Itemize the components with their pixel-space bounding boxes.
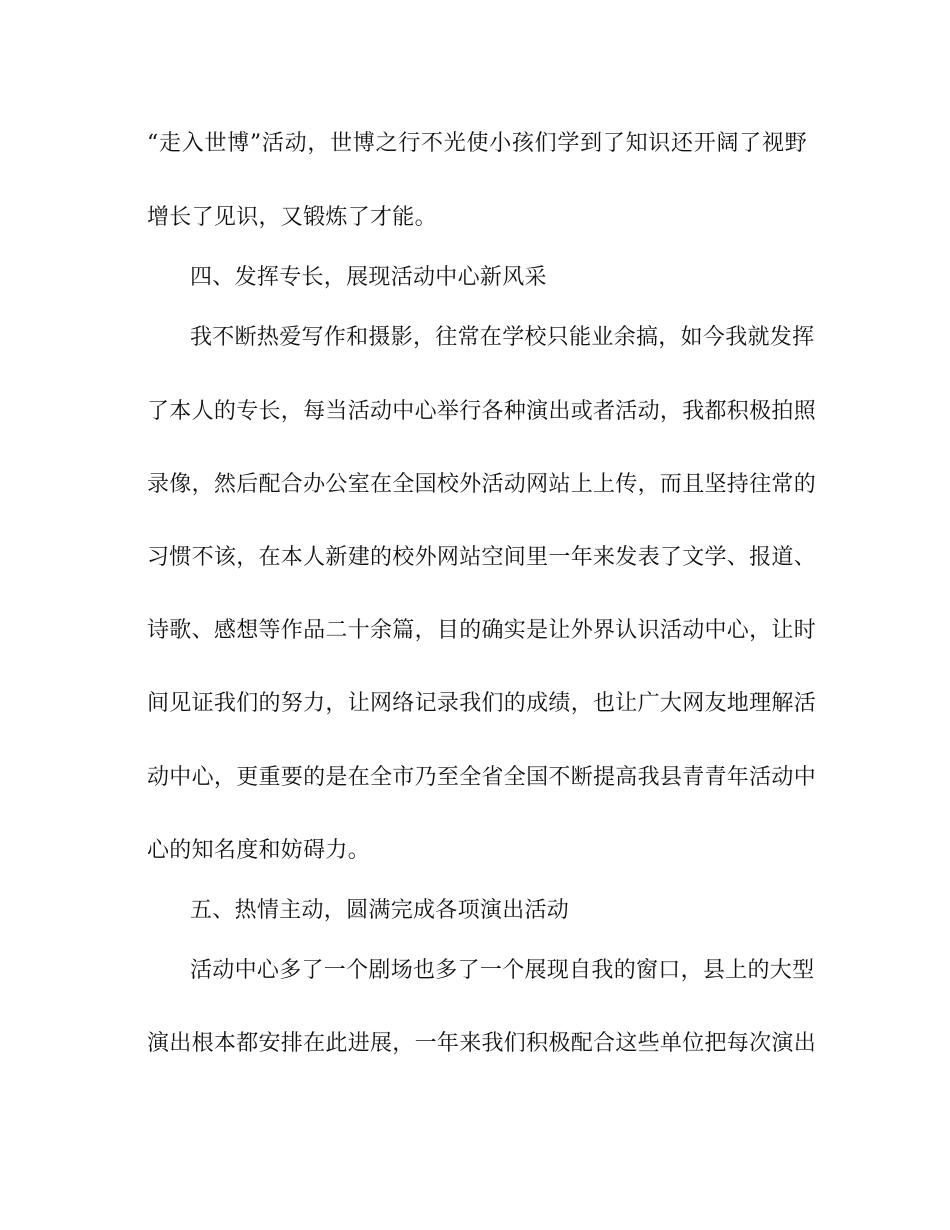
paragraph-line: 习惯不该，在本人新建的校外网站空间里一年来发表了文学、报道、 (147, 545, 817, 570)
paragraph-line: 了本人的专长，每当活动中心举行各种演出或者活动，我都积极拍照 (147, 399, 817, 424)
section-heading: 四、发挥专长，展现活动中心新风采 (190, 265, 547, 290)
paragraph-line: 录像，然后配合办公室在全国校外活动网站上上传，而且坚持往常的 (147, 472, 817, 497)
paragraph-line: “走入世博”活动，世博之行不光使小孩们学到了知识还开阔了视野 (147, 131, 807, 156)
paragraph-line: 我不断热爱写作和摄影，往常在学校只能业余搞，如今我就发挥 (190, 325, 815, 350)
paragraph-line: 诗歌、感想等作品二十余篇，目的确实是让外界认识活动中心，让时 (147, 618, 817, 643)
section-heading: 五、热情主动，圆满完成各项演出活动 (190, 898, 570, 923)
paragraph-line: 动中心，更重要的是在全市乃至全省全国不断提高我县青青年活动中 (147, 765, 817, 790)
paragraph-line: 增长了见识，又锻炼了才能。 (147, 205, 437, 230)
paragraph-line: 心的知名度和妨碍力。 (147, 838, 371, 863)
paragraph-line: 间见证我们的努力，让网络记录我们的成绩，也让广大网友地理解活 (147, 691, 817, 716)
paragraph-line: 演出根本都安排在此进展，一年来我们积极配合这些单位把每次演出 (147, 1031, 817, 1056)
paragraph-line: 活动中心多了一个剧场也多了一个展现自我的窗口，县上的大型 (190, 958, 815, 983)
